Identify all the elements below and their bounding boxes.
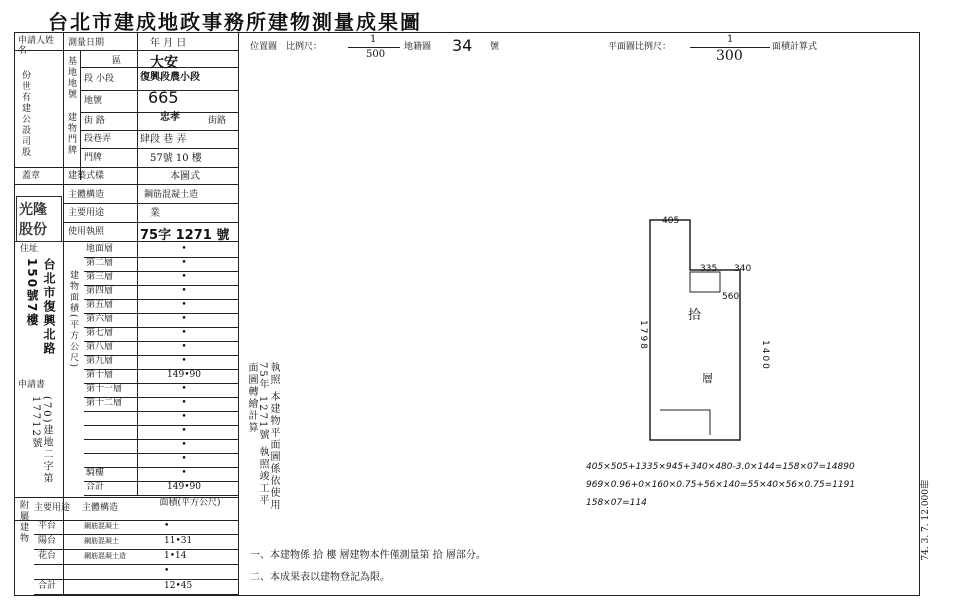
grid-line [14, 184, 238, 185]
note-2: 二、本成果表以建物登記為限。 [250, 572, 390, 583]
permit-vertical-note: 執照 本建物平面圖係依使用 75年 1271號 執照竣工平面圖轉繪計算 [246, 362, 279, 512]
owner-company-label: 份世有建公設司股 [20, 70, 30, 158]
permit-value: 75字 1271 號 [140, 228, 230, 243]
floor-area: • [181, 384, 187, 394]
dim-balcony-2: 340 [734, 264, 752, 274]
grid-line [80, 50, 81, 180]
style-label: 建築式樣 [68, 171, 105, 181]
grid-line [80, 130, 238, 131]
floor-row [84, 243, 238, 258]
floor-row [84, 439, 238, 454]
number-value: 57號 10 樓 [150, 153, 202, 164]
map-sheet-number: 34 [452, 36, 473, 55]
structure-label: 主體構造 [68, 190, 105, 200]
area-calc-label: 面積計算式 [772, 42, 818, 52]
floor-plan-layer-char: 層 [702, 372, 713, 385]
floor-area: • [181, 440, 187, 450]
applicant-doc-value: (70)建地二字第17712號 [30, 396, 52, 485]
location-scale-label: 比例尺： [286, 42, 323, 52]
grid-line [14, 167, 238, 168]
use-value: 業 [150, 208, 160, 219]
floor-row [84, 341, 238, 356]
grid-line [80, 148, 238, 149]
floor-name: 第十層 [86, 370, 114, 380]
floor-row [84, 383, 238, 398]
calc-line-1: 405×505+1335×945+340×480-3.0×144=158×07=14890 [586, 462, 855, 472]
annex-area: 1•14 [164, 551, 187, 561]
style-value: 本圖式 [170, 171, 200, 182]
location-scale-bar [348, 47, 400, 48]
grid-line [238, 33, 239, 595]
floor-area: • [181, 412, 187, 422]
floor-row [84, 257, 238, 272]
annex-row [34, 550, 238, 565]
annex-use-header: 主要用途 [34, 503, 71, 513]
floor-name: 第四層 [86, 286, 114, 296]
dim-right: 1400 [760, 340, 770, 371]
floor-area: • [181, 328, 187, 338]
district-label: 區 [112, 56, 122, 66]
floor-row [84, 481, 238, 496]
floor-name: 騎樓 [86, 468, 105, 478]
floor-row [84, 271, 238, 286]
floor-area: 149•90 [167, 482, 201, 492]
annex-area: • [164, 566, 170, 576]
section-value: 復興段農小段 [140, 72, 200, 83]
permit-label: 使用執照 [68, 227, 105, 237]
district-value: 大安 [150, 55, 178, 71]
floor-row [84, 313, 238, 328]
section-label: 段 小段 [84, 74, 114, 84]
annex-use: 花台 [38, 551, 57, 561]
floor-name: 第五層 [86, 300, 114, 310]
company-seal: 光隆 股份 [16, 196, 62, 242]
annex-row [34, 580, 238, 595]
floor-name: 第九層 [86, 356, 114, 366]
floors-label: 建物面積(平方公尺) [68, 270, 78, 370]
structure-value: 鋼筋混凝土造 [144, 190, 199, 200]
floor-area: • [181, 398, 187, 408]
location-map-label: 位置圖 [250, 42, 278, 52]
floor-name: 第三層 [86, 272, 114, 282]
floor-name: 第二層 [86, 258, 114, 268]
annex-use: 合計 [38, 581, 57, 591]
street-suffix: 街路 [208, 116, 227, 126]
floor-area: • [181, 426, 187, 436]
annex-area: 12•45 [164, 581, 193, 591]
floor-name: 第八層 [86, 342, 114, 352]
survey-date-label: 測量日期 [68, 38, 105, 48]
annex-label: 附屬建物 [18, 500, 28, 544]
land-label: 基地地號 [66, 56, 76, 100]
address-value: 台北市復興北路150號7樓 [25, 258, 56, 356]
floor-row [84, 285, 238, 300]
lot-value: 665 [148, 88, 179, 107]
location-scale-num: 1 [370, 34, 377, 45]
floor-row [84, 327, 238, 342]
floor-row [84, 467, 238, 482]
floor-name: 第七層 [86, 328, 114, 338]
annex-area: • [164, 521, 170, 531]
floor-area: • [181, 272, 187, 282]
grid-line [63, 203, 238, 204]
calc-line-2: 969×0.96+0×160×0.75+56×140=55×40×56×0.75=1191 [586, 480, 856, 490]
floor-plan-floor-char: 拾 [688, 308, 702, 323]
lane-value: 肆段 巷 弄 [140, 134, 187, 145]
print-date: 74. 3. 7. 12.000冊 [921, 480, 931, 561]
annex-use: 平台 [38, 521, 57, 531]
floor-row [84, 411, 238, 426]
grid-line [63, 222, 238, 223]
dim-top: 405 [662, 216, 680, 226]
seal-label: 蓋章 [22, 171, 41, 181]
floor-row [84, 453, 238, 468]
floor-area: • [181, 454, 187, 464]
street-value: 忠孝 [160, 112, 180, 123]
lot-label: 地號 [84, 96, 103, 106]
annex-row [34, 520, 238, 535]
floor-row [84, 425, 238, 440]
street-label: 街 路 [84, 116, 105, 126]
floor-plan-scale-label: 平面圖比例尺： [608, 42, 672, 52]
floor-area: • [181, 356, 187, 366]
annex-structure: 鋼筋混凝土 [84, 522, 119, 530]
applicant-label: 申請人姓名 [18, 36, 55, 56]
floor-area: • [181, 300, 187, 310]
grid-line [80, 112, 238, 113]
dim-left: 1798 [638, 320, 648, 351]
annex-area-header: 面積(平方公尺) [159, 498, 221, 508]
floor-area: • [181, 314, 187, 324]
annex-use: 陽台 [38, 536, 57, 546]
floor-area: • [181, 468, 187, 478]
floor-name: 第十二層 [86, 398, 123, 408]
annex-area: 11•31 [164, 536, 193, 546]
calc-line-3: 158×07=114 [586, 498, 647, 508]
floor-name: 地面層 [86, 244, 114, 254]
floor-row [84, 299, 238, 314]
dim-inner: 560 [722, 292, 740, 302]
annex-structure: 鋼筋混凝土造 [84, 552, 126, 560]
survey-date-value: 年 月 日 [150, 38, 187, 49]
note-1: 一、本建物係 拾 樓 層建物本件僅測量第 拾 層部分。 [250, 550, 486, 561]
location-scale-den: 500 [366, 49, 386, 60]
floor-area: 149•90 [167, 370, 201, 380]
floor-scale-den: 300 [716, 48, 743, 64]
floor-area: • [181, 258, 187, 268]
annex-structure: 鋼筋混凝土 [84, 537, 119, 545]
map-sheet-unit: 號 [490, 42, 500, 52]
annex-row [34, 565, 238, 580]
lane-label: 段巷弄 [84, 134, 112, 144]
dim-balcony: 335 [700, 264, 718, 274]
building-label: 建物門牌 [66, 112, 76, 156]
annex-row [34, 535, 238, 550]
annex-structure-header: 主體構造 [82, 503, 119, 513]
floor-name: 合計 [86, 482, 105, 492]
page-title: 台北市建成地政事務所建物測量成果圖 [48, 10, 422, 34]
floor-row [84, 355, 238, 370]
applicant-doc-label: 申請書 [18, 380, 46, 390]
use-label: 主要用途 [68, 208, 105, 218]
number-label: 門牌 [84, 153, 103, 163]
map-sheet-label: 地籍圖 [404, 42, 432, 52]
floor-row [84, 397, 238, 412]
grid-line [14, 50, 238, 51]
floor-area: • [181, 286, 187, 296]
address-label: 住址 [20, 244, 39, 254]
floor-area: • [181, 244, 187, 254]
floor-area: • [181, 342, 187, 352]
floor-scale-num: 1 [727, 34, 734, 45]
floor-row [84, 369, 238, 384]
floor-name: 第六層 [86, 314, 114, 324]
floor-name: 第十一層 [86, 384, 123, 394]
